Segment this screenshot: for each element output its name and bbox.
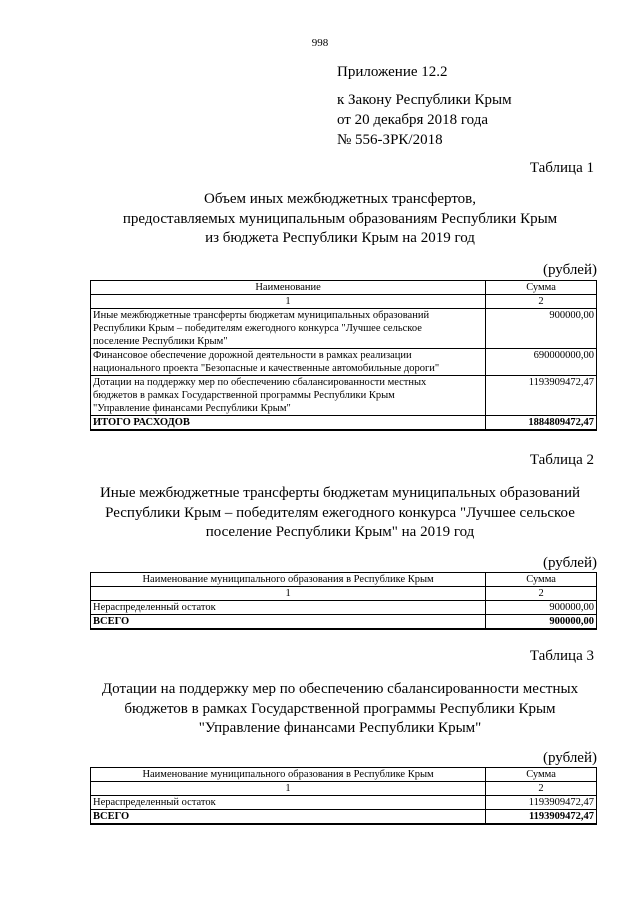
row-name-line: Дотации на поддержку мер по обеспечению сбалансированности местных: [93, 377, 427, 388]
table-row: [91, 309, 597, 349]
row-name: Нераспределенный остаток: [91, 796, 486, 810]
total-sum: 1884809472,47: [486, 416, 597, 431]
row-name-line: бюджетов в рамках Государственной программы Республики Крым: [93, 390, 395, 401]
table-number-row: [91, 587, 597, 601]
law-line-2: от 20 декабря 2018 года: [337, 112, 489, 128]
table1-unit: (рублей): [542, 262, 597, 278]
row-sum: 900000,00: [486, 309, 597, 349]
table1-label: Таблица 1: [529, 160, 594, 176]
row-sum: 690000000,00: [486, 349, 597, 376]
column-number-2: 2: [486, 782, 597, 796]
table3-unit: (рублей): [542, 750, 597, 766]
column-number-2: 2: [486, 295, 597, 309]
table-header-row: [91, 281, 597, 295]
total-label: ВСЕГО: [91, 615, 486, 630]
row-name: [91, 376, 486, 416]
row-name-line: Республики Крым – победителям ежегодного конкурса "Лучшее сельское: [93, 323, 422, 334]
table2-title-line-2: Республики Крым – победителям ежегодного конкурса "Лучшее сельское: [105, 504, 575, 521]
header-sum: Сумма: [486, 768, 597, 782]
column-number-1: 1: [91, 295, 486, 309]
row-name-line: национального проекта "Безопасные и качественные автомобильные дороги": [93, 363, 440, 374]
table3-title-line-1: Дотации на поддержку мер по обеспечению сбалансированности местных: [101, 681, 579, 697]
row-name: [91, 309, 486, 349]
table1-title-line-1: Объем иных межбюджетных трансфертов,: [203, 191, 477, 207]
column-number-1: 1: [91, 587, 486, 601]
table2-title: [60, 484, 620, 543]
table3-title-line-3: "Управление финансами Республики Крым": [198, 720, 482, 736]
row-name-line: Иные межбюджетные трансферты бюджетам муниципальных образований: [93, 310, 430, 321]
table2-title-line-3: поселение Республики Крым" на 2019 год: [205, 524, 475, 540]
header-sum: Сумма: [486, 573, 597, 587]
total-sum: 1193909472,47: [486, 810, 597, 825]
table-row: [91, 796, 597, 810]
page-number: 998: [311, 37, 329, 49]
table-row: [91, 376, 597, 416]
row-name-line: Финансовое обеспечение дорожной деятельности в рамках реализации: [93, 350, 412, 361]
column-number-2: 2: [486, 587, 597, 601]
table-number-row: [91, 782, 597, 796]
table-total-row: [91, 416, 597, 431]
header-sum: Сумма: [486, 281, 597, 295]
total-label: ВСЕГО: [91, 810, 486, 825]
row-sum: 1193909472,47: [486, 796, 597, 810]
law-reference: [337, 90, 512, 150]
table-total-row: [91, 810, 597, 825]
header-name: Наименование муниципального образования в Республике Крым: [91, 573, 486, 587]
table-number-row: [91, 295, 597, 309]
header-name: Наименование муниципального образования в Республике Крым: [91, 768, 486, 782]
table3: [90, 767, 597, 825]
table3-title-line-2: бюджетов в рамках Государственной программы Республики Крым: [124, 700, 556, 717]
table1-title: [60, 190, 620, 249]
row-sum: 900000,00: [486, 601, 597, 615]
table3-label: Таблица 3: [529, 648, 594, 664]
table1: [90, 280, 597, 431]
table1-title-line-2: предоставляемых муниципальным образованиям Республики Крым: [122, 210, 558, 227]
table-row: [91, 349, 597, 376]
column-number-1: 1: [91, 782, 486, 796]
row-name: Нераспределенный остаток: [91, 601, 486, 615]
table-header-row: [91, 573, 597, 587]
total-label: ИТОГО РАСХОДОВ: [91, 416, 486, 431]
law-line-1: к Закону Республики Крым: [337, 92, 512, 108]
table-row: [91, 601, 597, 615]
appendix-title: Приложение 12.2: [337, 64, 448, 80]
table2-label: Таблица 2: [529, 452, 594, 468]
total-sum: 900000,00: [486, 615, 597, 630]
row-name-line: поселение Республики Крым": [93, 336, 228, 347]
table1-title-line-3: из бюджета Республики Крым на 2019 год: [205, 230, 475, 246]
row-sum: 1193909472,47: [486, 376, 597, 416]
table-header-row: [91, 768, 597, 782]
row-name-line: "Управление финансами Республики Крым": [93, 403, 291, 414]
table2-title-line-1: Иные межбюджетные трансферты бюджетам муниципальных образований: [99, 485, 581, 501]
table2: [90, 572, 597, 630]
header-name: Наименование: [91, 281, 486, 295]
row-name: [91, 349, 486, 376]
table-total-row: [91, 615, 597, 630]
table3-title: [60, 680, 620, 739]
table2-unit: (рублей): [542, 555, 597, 571]
law-line-3: № 556-ЗРК/2018: [337, 132, 443, 148]
